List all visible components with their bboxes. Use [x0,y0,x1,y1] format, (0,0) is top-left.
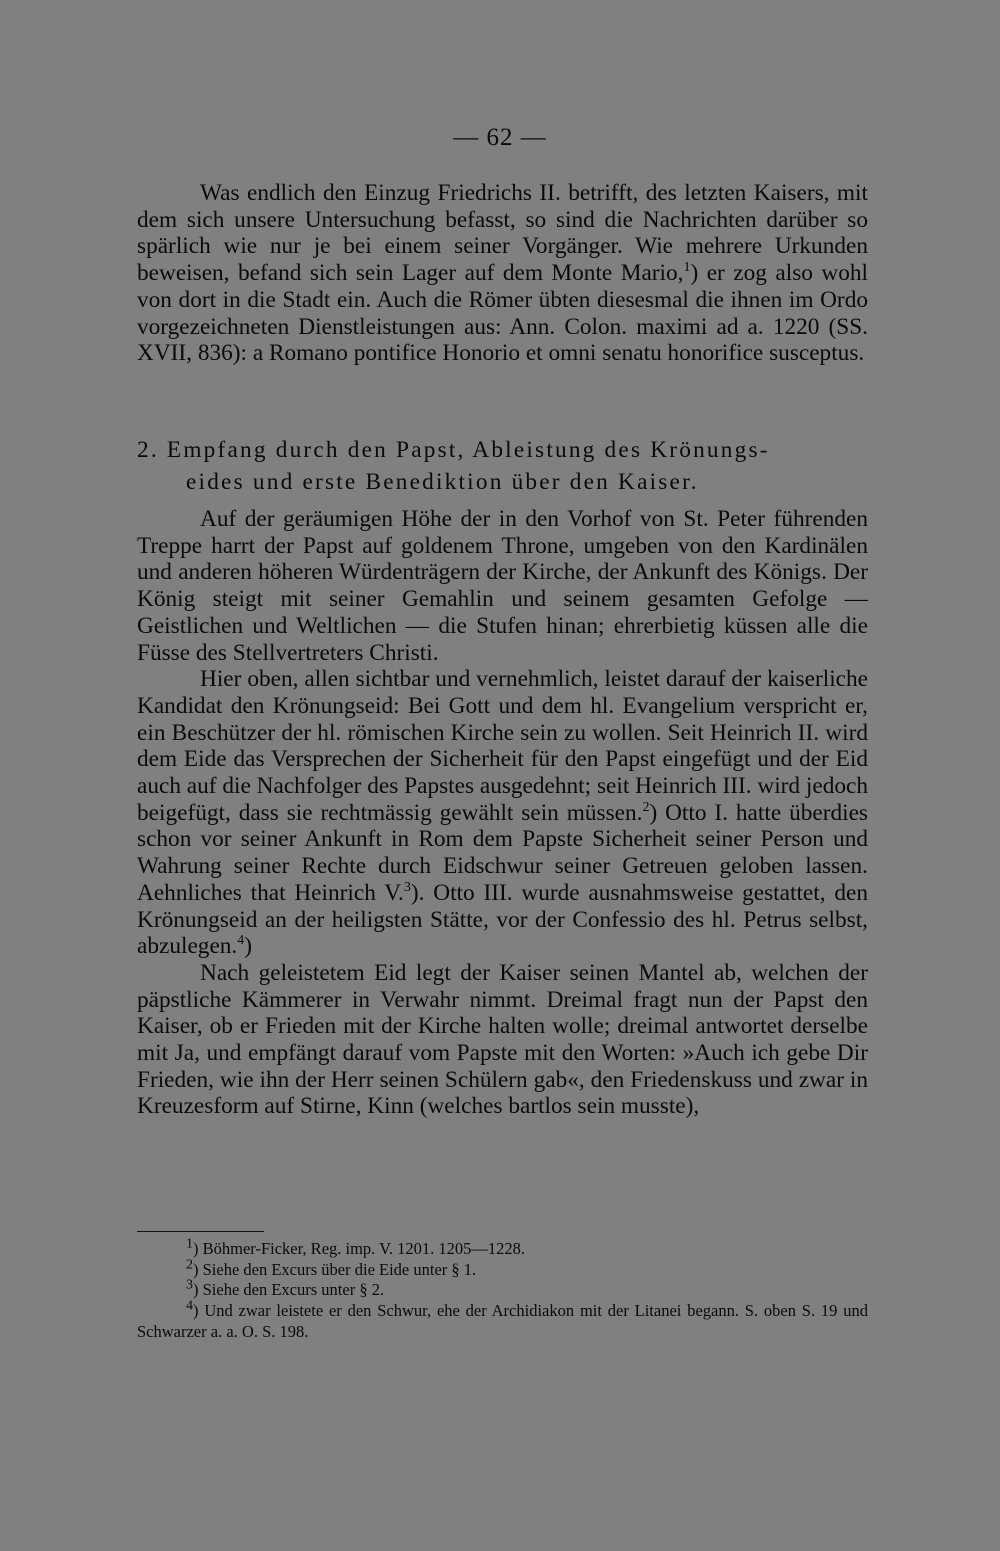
footnote-4-text: ) Und zwar leistete er den Schwur, ehe der Archidiakon mit der Litanei begann. S. oben S. 19 und Schwarzer a. a. O. S. 198. [137,1301,868,1341]
paragraph-3-text-d: ) [244,933,253,960]
footnote-ref-2: 2 [642,799,650,815]
footnote-2-mark: 2 [186,1257,193,1273]
paragraph-3 [137,666,868,960]
paragraph-1-text-rest: ) er zog also wohl von dort in die Stadt ein. Auch die Römer übten diesesmal die ihnen im Ordo vorgezeichneten Dienstleistungen aus: Ann. Colon. maximi ad a. 1220 (SS. XVII, 836): a Romano pontifice Honorio et omni senatu honorifice susceptus. [137,260,868,367]
footnotes [137,1236,868,1343]
footnote-4 [137,1298,868,1342]
paragraph-4: Nach geleistetem Eid legt der Kaiser seinen Mantel ab, welchen der päpstliche Kämmerer in Verwahr nimmt. Dreimal fragt nun der Papst den Kaiser, ob er Frieden mit der Kirche halten wolle; dreimal antwortet derselbe mit Ja, und empfängt darauf vom Papste mit den Worten: »Auch ich gebe Dir Frieden, wie ihn der Herr seinen Schülern gab«, den Friedenskuss und zwar in Kreuzesform auf Stirne, Kinn (welches bartlos sein musste), [137,959,868,1120]
paragraph-2: Auf der geräumigen Höhe der in den Vorhof von St. Peter führenden Treppe harrt der Papst auf goldenem Throne, umgeben von den Kardinälen und anderen höheren Würdenträgern der Kirche, der Ankunft des Königs. Der König steigt mit seiner Gemahlin und seinem gesamten Gefolge — Geistlichen und Weltlichen — die Stufen hinan; ehrerbietig küssen alle die Füsse des Stellvertreters Christi. [137,506,868,666]
paragraph-1 [137,180,868,367]
section-heading-line-1: 2. Empfang durch den Papst, Ableistung des Krönungs- [137,437,770,463]
footnote-2 [137,1257,868,1281]
body-text-section-2 [137,506,868,1120]
footnote-1-text: ) Böhmer-Ficker, Reg. imp. V. 1201. 1205—1228. [193,1239,526,1258]
paragraph-3-text-a: Hier oben, allen sichtbar und vernehmlich, leistet darauf der kaiserliche Kandidat den Krönungseid: Bei Gott und dem hl. Evangelium verspricht er, ein Beschützer der hl. römischen Kirche sein zu wollen. Seit Heinrich II. wird dem Eide das Versprechen der Sicherheit für den Papst eingefügt und der Eid auch auf die Nachfolger des Papstes ausgedehnt; seit Heinrich III. wird jedoch beigefügt, dass sie rechtmässig gewählt sein müssen. [137,666,869,826]
section-heading [137,434,868,498]
footnote-divider [137,1231,264,1232]
paragraph-3-text-b: ) Otto I. hatte überdies schon vor seiner Ankunft in Rom dem Papste Sicherheit seiner Person und Wahrung seiner Rechte durch Eidschwur seiner Getreuen geloben lassen. Aehnliches that Heinrich V. [137,799,868,906]
footnote-1 [137,1236,868,1260]
footnote-2-text: ) Siehe den Excurs über die Eide unter § 1. [193,1259,477,1279]
page-number: — 62 — [453,124,547,151]
body-text-section-1 [137,180,868,367]
footnote-4-mark: 4 [186,1298,193,1314]
footnote-3-text: ) Siehe den Excurs unter § 2. [193,1280,385,1300]
footnote-3-mark: 3 [186,1277,193,1293]
footnote-ref-1: 1 [683,260,691,276]
footnote-1-mark: 1 [186,1236,193,1252]
section-heading-line-2: eides und erste Benediktion über den Kaiser. [186,469,699,495]
footnote-ref-3: 3 [403,880,411,896]
footnote-3 [137,1277,868,1301]
paragraph-3-text-c: ). Otto III. wurde ausnahmsweise gestattet, den Krönungseid an der heiligsten Stätte, vor der Confessio des hl. Petrus selbst, abzulegen. [137,879,869,960]
footnote-ref-4: 4 [237,933,245,949]
paragraph-1-text: Was endlich den Einzug Friedrichs II. betrifft, des letzten Kaisers, mit dem sich unsere Untersuchung befasst, so sind die Nachrichten darüber so spärlich wie nur je bei einem seiner Vorgänger. Wie mehrere Urkunden beweisen, befand sich sein Lager auf dem Monte Mario, [137,180,868,287]
